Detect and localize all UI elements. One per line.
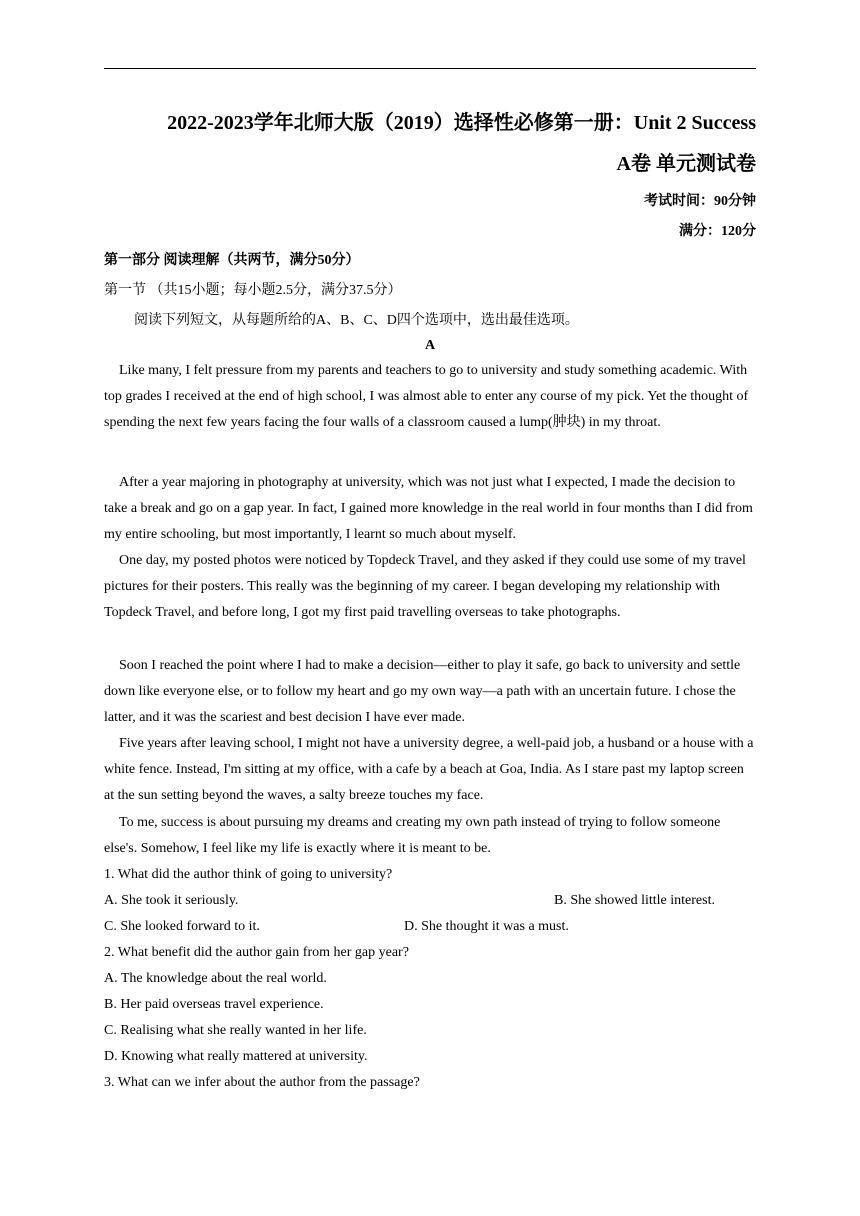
passage-paragraph: To me, success is about pursuing my dreams and creating my own path instead of trying to follow someone else's. Somehow, I feel like my life is exactly where it is meant to be. bbox=[104, 815, 721, 856]
passage-paragraph: Five years after leaving school, I might not have a university degree, a well-paid job, a husband or a house with a white fence. Instead, I'm sitting at my office, with a cafe by a beach at Goa, India. As I stare past my laptop screen at the sun setting beyond the waves, a salty breeze touches my face. bbox=[104, 736, 754, 803]
question-stem: 1. What did the author think of going to university? bbox=[104, 867, 393, 882]
question-stem: 2. What benefit did the author gain from her gap year? bbox=[104, 945, 409, 960]
title-line-1: 2022-2023学年北师大版（2019）选择性必修第一册：Unit 2 Success bbox=[167, 112, 756, 134]
subsection-title: 第一节 （共15小题；每小题2.5分，满分37.5分） bbox=[104, 283, 402, 298]
question-option: A. She took it seriously. bbox=[104, 893, 239, 908]
question-option: C. Realising what she really wanted in her life. bbox=[104, 1023, 367, 1038]
passage-label: A bbox=[424, 338, 436, 353]
question-option: D. She thought it was a must. bbox=[404, 919, 569, 934]
passage-paragraph: One day, my posted photos were noticed by Topdeck Travel, and they asked if they could use some of my travel pictures for their posters. This really was the beginning of my career. I began developing my relationship with Topdeck Travel, and before long, I got my first paid travelling overseas to take photographs. bbox=[104, 553, 746, 620]
question-option: C. She looked forward to it. bbox=[104, 919, 260, 934]
question-stem: 3. What can we infer about the author from the passage? bbox=[104, 1075, 420, 1090]
header-rule bbox=[104, 68, 756, 69]
question-option: A. The knowledge about the real world. bbox=[104, 971, 327, 986]
question-option: D. Knowing what really mattered at university. bbox=[104, 1049, 368, 1064]
question-option: B. Her paid overseas travel experience. bbox=[104, 997, 324, 1012]
passage-paragraph: Soon I reached the point where I had to make a decision—either to play it safe, go back to university and settle down like everyone else, or to follow my heart and go my own way—a path with an uncertain future. I chose the latter, and it was the scariest and best decision I have ever made. bbox=[104, 658, 741, 725]
part-title: 第一部分 阅读理解（共两节，满分50分） bbox=[104, 253, 360, 268]
exam-time: 考试时间：90分钟 bbox=[644, 194, 756, 209]
passage-paragraph: After a year majoring in photography at university, which was not just what I expected, I made the decision to take a break and go on a gap year. In fact, I gained more knowledge in the real world in four months than I did from my entire schooling, but most importantly, I learnt so much about myself. bbox=[104, 475, 753, 542]
full-score: 满分：120分 bbox=[679, 224, 756, 239]
question-option: B. She showed little interest. bbox=[554, 893, 715, 908]
instruction: 阅读下列短文，从每题所给的A、B、C、D四个选项中，选出最佳选项。 bbox=[134, 313, 579, 328]
passage-paragraph: Like many, I felt pressure from my parents and teachers to go to university and study something academic. With top grades I received at the end of high school, I was almost able to enter any course of my pick. Yet the thought of spending the next few years facing the four walls of a classroom caused a lump(肿块) in my throat. bbox=[104, 363, 749, 430]
title-line-2: A卷 单元测试卷 bbox=[616, 153, 756, 175]
